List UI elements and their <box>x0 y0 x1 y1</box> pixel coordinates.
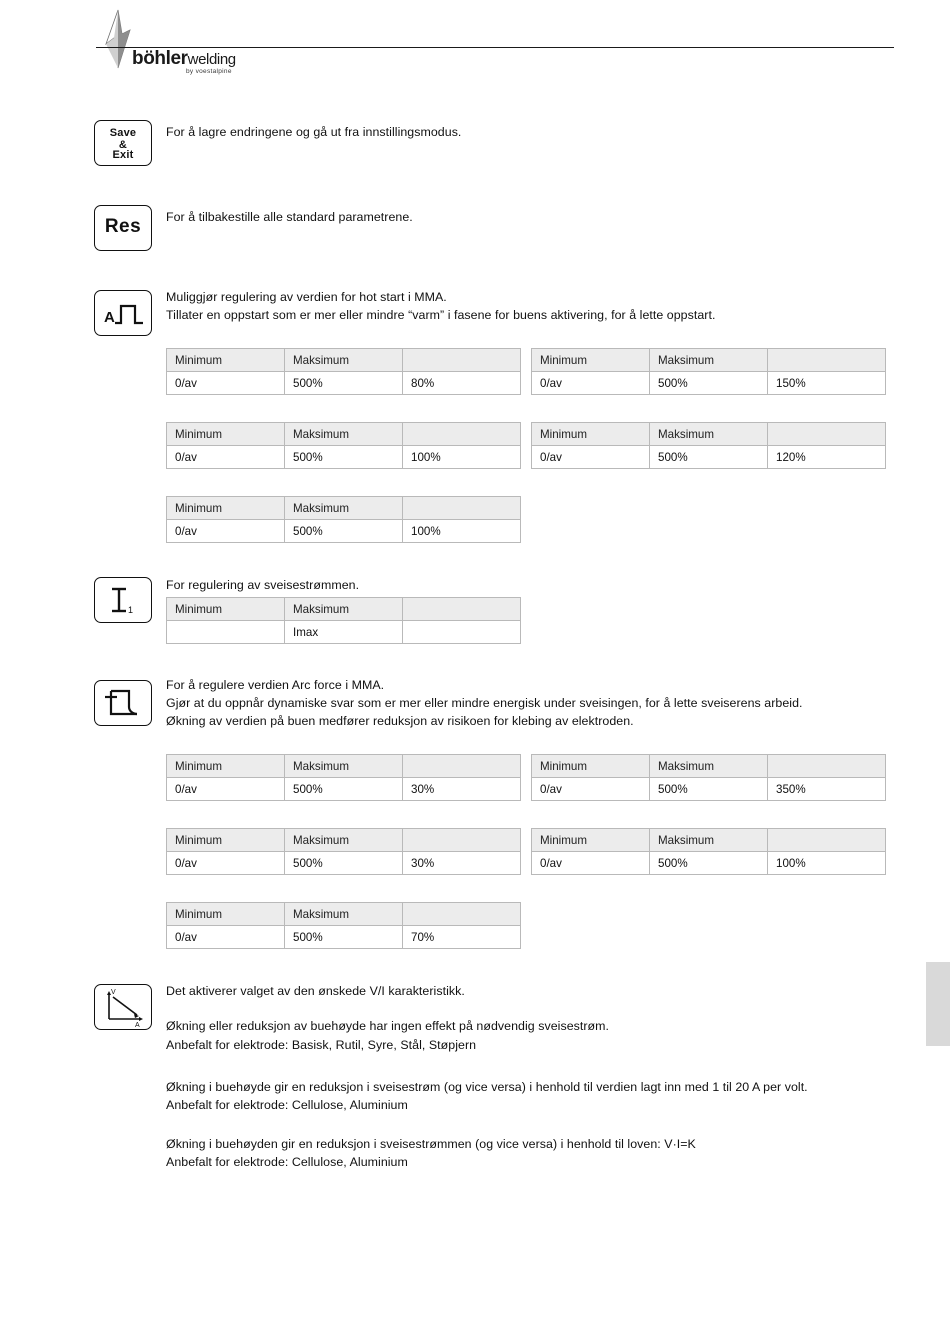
col-header-maksimum: Maksimum <box>285 423 403 446</box>
cell-min: 0/av <box>532 852 650 875</box>
cell-value: 30% <box>403 778 521 801</box>
arc-force-description-3: Økning av verdien på buen medfører reduksjon av risikoen for klebing av elektroden. <box>166 714 634 728</box>
cell-max: 500% <box>285 520 403 543</box>
arc-force-table-1 <box>166 754 521 801</box>
cell-min <box>167 621 285 644</box>
save-exit-line3: Exit <box>112 149 134 161</box>
hot-start-description-2: Tillater en oppstart som er mer eller mindre “varm” i fasene for buens aktivering, for å lette oppstart. <box>166 308 716 322</box>
hot-start-table-1 <box>166 348 521 395</box>
col-header-minimum: Minimum <box>532 349 650 372</box>
page-header <box>0 0 950 96</box>
table-row <box>167 598 521 621</box>
col-header-blank <box>403 903 521 926</box>
cell-value: 80% <box>403 372 521 395</box>
svg-text:A: A <box>104 309 115 326</box>
welding-current-icon[interactable] <box>94 577 152 623</box>
table-row <box>532 349 886 372</box>
col-header-maksimum: Maksimum <box>650 423 768 446</box>
cell-min: 0/av <box>167 778 285 801</box>
col-header-blank <box>403 423 521 446</box>
logo-sub: welding <box>187 51 236 68</box>
table-row <box>532 755 886 778</box>
arc-force-icon[interactable] <box>94 680 152 726</box>
col-header-minimum: Minimum <box>532 829 650 852</box>
save-exit-line2: & <box>118 139 128 151</box>
vi-description-5: Anbefalt for elektrode: Cellulose, Aluminium <box>166 1098 408 1112</box>
col-header-minimum: Minimum <box>167 598 285 621</box>
table-row <box>167 423 521 446</box>
arc-force-description-1: For å regulere verdien Arc force i MMA. <box>166 678 385 692</box>
table-row <box>532 372 886 395</box>
col-header-minimum: Minimum <box>532 423 650 446</box>
cell-min: 0/av <box>532 372 650 395</box>
arc-force-table-3 <box>166 828 521 875</box>
col-header-minimum: Minimum <box>167 755 285 778</box>
cell-value: 100% <box>403 446 521 469</box>
col-header-minimum: Minimum <box>167 423 285 446</box>
col-header-maksimum: Maksimum <box>650 349 768 372</box>
cell-value: 120% <box>768 446 886 469</box>
cell-value: 150% <box>768 372 886 395</box>
cell-max: 500% <box>285 926 403 949</box>
vi-description-7: Anbefalt for elektrode: Cellulose, Aluminium <box>166 1155 408 1169</box>
cell-value: 100% <box>768 852 886 875</box>
hot-start-glyph-icon <box>95 291 153 337</box>
cell-min: 0/av <box>532 778 650 801</box>
vi-description-6: Økning i buehøyden gir en reduksjon i sveisestrømmen (og vice versa) i henhold til loven: V·I=K <box>166 1137 696 1151</box>
col-header-maksimum: Maksimum <box>650 829 768 852</box>
col-header-blank <box>403 598 521 621</box>
cell-max: 500% <box>285 372 403 395</box>
logo-tagline: by voestalpine <box>186 68 232 75</box>
cell-min: 0/av <box>167 372 285 395</box>
hot-start-description-1: Muliggjør regulering av verdien for hot start i MMA. <box>166 290 447 304</box>
cell-value: 350% <box>768 778 886 801</box>
arc-force-description-2: Gjør at du oppnår dynamiske svar som er mer eller mindre energisk under sveisingen, for å lette sveiserens arbeid. <box>166 696 803 710</box>
hot-start-table-2 <box>531 348 886 395</box>
table-row <box>167 829 521 852</box>
col-header-blank <box>768 829 886 852</box>
vi-curve-glyph-icon <box>95 985 153 1031</box>
col-header-maksimum: Maksimum <box>285 497 403 520</box>
svg-text:1: 1 <box>128 605 134 615</box>
cell-max: 500% <box>650 852 768 875</box>
table-row <box>167 372 521 395</box>
svg-text:V: V <box>111 989 116 996</box>
table-row <box>167 446 521 469</box>
reset-icon-label: Res <box>104 216 142 237</box>
cell-min: 0/av <box>167 520 285 543</box>
cell-min: 0/av <box>167 852 285 875</box>
cell-max: 500% <box>650 778 768 801</box>
cell-max: 500% <box>285 446 403 469</box>
col-header-maksimum: Maksimum <box>285 598 403 621</box>
cell-value <box>403 621 521 644</box>
table-row <box>167 520 521 543</box>
vi-description-2: Økning eller reduksjon av buehøyde har ingen effekt på nødvendig sveisestrøm. <box>166 1019 610 1033</box>
cell-max: 500% <box>650 372 768 395</box>
table-row <box>167 621 521 644</box>
col-header-blank <box>403 829 521 852</box>
arc-force-table-4 <box>531 828 886 875</box>
col-header-minimum: Minimum <box>532 755 650 778</box>
header-divider <box>96 47 894 48</box>
col-header-minimum: Minimum <box>167 903 285 926</box>
col-header-maksimum: Maksimum <box>285 903 403 926</box>
welding-current-description: For regulering av sveisestrømmen. <box>166 578 360 592</box>
table-row <box>532 829 886 852</box>
save-exit-line1: Save <box>109 127 137 139</box>
current-glyph-icon <box>95 578 153 624</box>
table-row <box>532 423 886 446</box>
cell-value: 70% <box>403 926 521 949</box>
col-header-blank <box>768 755 886 778</box>
vi-description-3: Anbefalt for elektrode: Basisk, Rutil, Syre, Stål, Støpjern <box>166 1038 477 1052</box>
col-header-minimum: Minimum <box>167 497 285 520</box>
hot-start-table-4 <box>531 422 886 469</box>
table-row <box>532 778 886 801</box>
hot-start-table-3 <box>166 422 521 469</box>
cell-max: 500% <box>285 852 403 875</box>
table-row <box>532 446 886 469</box>
col-header-maksimum: Maksimum <box>285 755 403 778</box>
table-row <box>167 926 521 949</box>
hot-start-table-5 <box>166 496 521 543</box>
welding-current-table <box>166 597 521 644</box>
svg-text:A: A <box>135 1022 140 1029</box>
arc-force-table-2 <box>531 754 886 801</box>
table-row <box>167 497 521 520</box>
cell-value: 30% <box>403 852 521 875</box>
cell-max: Imax <box>285 621 403 644</box>
col-header-blank <box>768 349 886 372</box>
table-row <box>167 903 521 926</box>
cell-value: 100% <box>403 520 521 543</box>
col-header-minimum: Minimum <box>167 349 285 372</box>
vi-characteristic-icon[interactable] <box>94 984 152 1030</box>
cell-min: 0/av <box>167 926 285 949</box>
arc-force-glyph-icon <box>95 681 153 727</box>
cell-min: 0/av <box>532 446 650 469</box>
page-side-tab <box>926 962 950 1046</box>
vi-description-4: Økning i buehøyde gir en reduksjon i sveisestrøm (og vice versa) i henhold til verdien lagt inn med 1 til 20 A per volt. <box>166 1080 808 1094</box>
cell-max: 500% <box>285 778 403 801</box>
col-header-blank <box>768 423 886 446</box>
logo-wordmark <box>132 48 236 70</box>
col-header-blank <box>403 349 521 372</box>
reset-description: For å tilbakestille alle standard parametrene. <box>166 210 413 224</box>
cell-max: 500% <box>650 446 768 469</box>
save-exit-description: For å lagre endringene og gå ut fra innstillingsmodus. <box>166 125 462 139</box>
col-header-maksimum: Maksimum <box>285 349 403 372</box>
col-header-blank <box>403 755 521 778</box>
table-row <box>167 349 521 372</box>
hot-start-icon[interactable] <box>94 290 152 336</box>
vi-description-1: Det aktiverer valget av den ønskede V/I karakteristikk. <box>166 984 465 998</box>
table-row <box>532 852 886 875</box>
col-header-maksimum: Maksimum <box>650 755 768 778</box>
col-header-minimum: Minimum <box>167 829 285 852</box>
table-row <box>167 755 521 778</box>
table-row <box>167 778 521 801</box>
arc-force-table-5 <box>166 902 521 949</box>
table-row <box>167 852 521 875</box>
cell-min: 0/av <box>167 446 285 469</box>
col-header-maksimum: Maksimum <box>285 829 403 852</box>
reset-icon[interactable] <box>94 205 152 251</box>
save-and-exit-icon[interactable] <box>94 120 152 166</box>
logo-main: böhler <box>132 48 188 69</box>
col-header-blank <box>403 497 521 520</box>
